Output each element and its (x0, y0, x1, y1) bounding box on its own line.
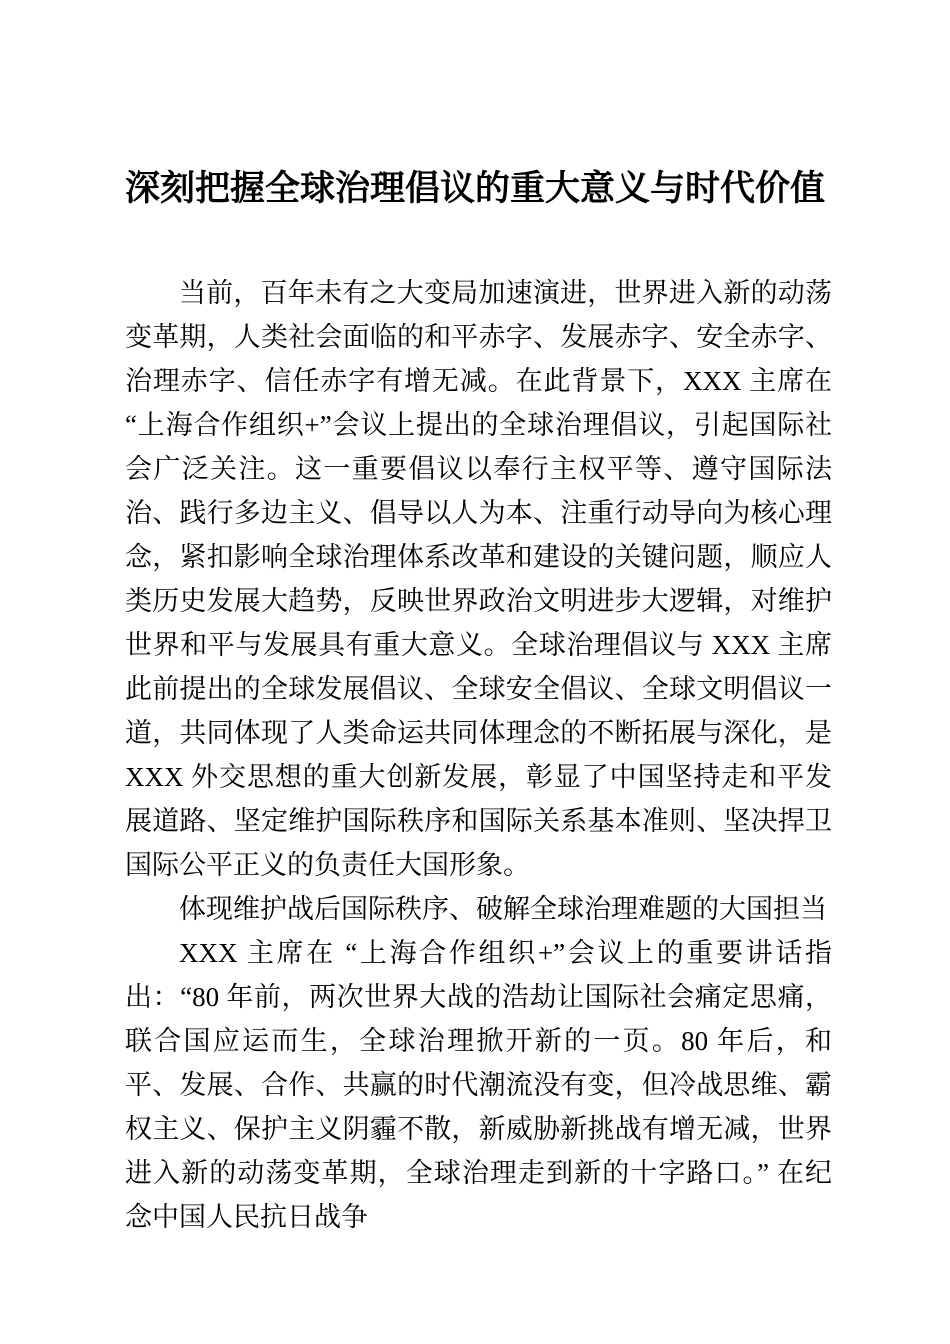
document-title: 深刻把握全球治理倡议的重大意义与时代价值 (124, 169, 825, 208)
section-heading: 体现维护战后国际秩序、破解全球治理难题的大国担当 (179, 894, 827, 924)
paragraph-intro: 当前，百年未有之大变局加速演进，世界进入新的动荡变革期，人类社会面临的和平赤字、发展赤字、安全赤字、治理赤字、信任赤字有增无减。在此背景下，XXX 主席在 “上海合作组织+”会议上提出的全球治理倡议，引起国际社会广泛关注。这一重要倡议以奉行主权平等、遵守国际法治、践行多边主义、倡导以人为本、注重行动导向为核心理念，紧扣影响全球治理体系改革和建设的关键问题，顺应人类历史发展大趋势，反映世界政治文明进步大逻辑，对维护世界和平与发展具有重大意义。全球治理倡议与 XXX 主席此前提出的全球发展倡议、全球安全倡议、全球文明倡议一道，共同体现了人类命运共同体理念的不断拓展与深化，是 XXX 外交思想的重大创新发展，彰显了中国坚持走和平发展道路、坚定维护国际秩序和国际关系基本准则、坚决捍卫国际公平正义的负责任大国形象。 (125, 278, 832, 880)
paragraph-speech-quote: XXX 主席在 “上海合作组织+”会议上的重要讲话指出：“80 年前，两次世界大战的浩劫让国际社会痛定思痛，联合国应运而生，全球治理掀开新的一页。80 年后，和平、发展、合作、共赢的时代潮流没有变，但冷战思维、霸权主义、保护主义阴霾不散，新威胁新挑战有增无减，世界进入新的动荡变革期，全球治理走到新的十字路口。” 在纪念中国人民抗日战争 (125, 938, 832, 1232)
document-body (125, 271, 832, 1239)
